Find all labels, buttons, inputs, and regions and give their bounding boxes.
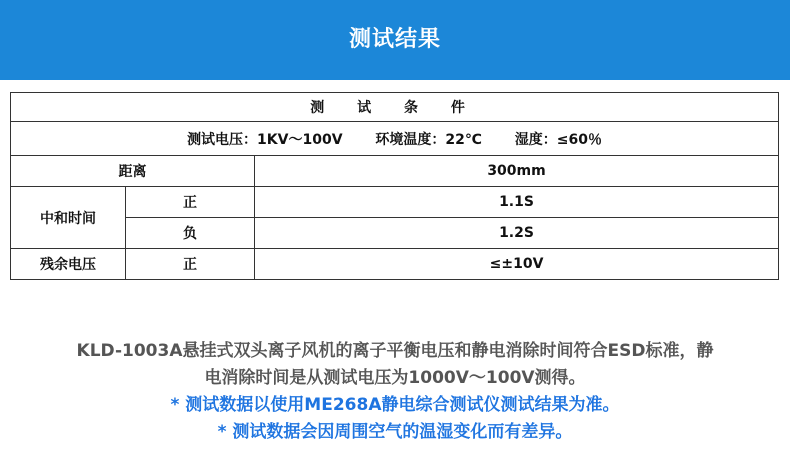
- residual-value: ≤±10V: [255, 249, 779, 280]
- note-line-2: * 测试数据会因周围空气的温湿变化而有差异。: [217, 422, 573, 442]
- neutralization-negative-value: 1.2S: [255, 218, 779, 249]
- conditions-row: [11, 122, 779, 156]
- neutralization-label: 中和时间: [11, 187, 126, 249]
- table-row: [11, 218, 779, 249]
- residual-polarity: 正: [126, 249, 255, 280]
- distance-value: 300mm: [255, 156, 779, 187]
- note-line-1: * 测试数据以使用ME268A静电综合测试仪测试结果为准。: [170, 395, 620, 415]
- polarity-negative: 负: [126, 218, 255, 249]
- neutralization-positive-value: 1.1S: [255, 187, 779, 218]
- table-row: [11, 156, 779, 187]
- env-temperature: 环境温度：22℃: [375, 131, 482, 148]
- humidity: 湿度：≤60％: [514, 131, 602, 148]
- residual-label: 残余电压: [11, 249, 126, 280]
- summary-line-2: 电消除时间是从测试电压为1000V～100V测得。: [204, 368, 586, 388]
- footer-notes: [0, 338, 790, 446]
- table-row: [11, 187, 779, 218]
- results-table: [10, 92, 779, 280]
- distance-label: 距离: [11, 156, 255, 187]
- test-voltage: 测试电压：1KV～100V: [187, 131, 343, 148]
- table-row: [11, 249, 779, 280]
- table-title: 测 试 条 件: [11, 93, 779, 122]
- conditions-cell: [11, 122, 779, 156]
- table-title-row: [11, 93, 779, 122]
- page-title: 测试结果: [348, 27, 441, 52]
- summary-line-1: KLD-1003A悬挂式双头离子风机的离子平衡电压和静电消除时间符合ESD标准，静: [76, 341, 714, 361]
- polarity-positive: 正: [126, 187, 255, 218]
- header-banner: [0, 0, 790, 80]
